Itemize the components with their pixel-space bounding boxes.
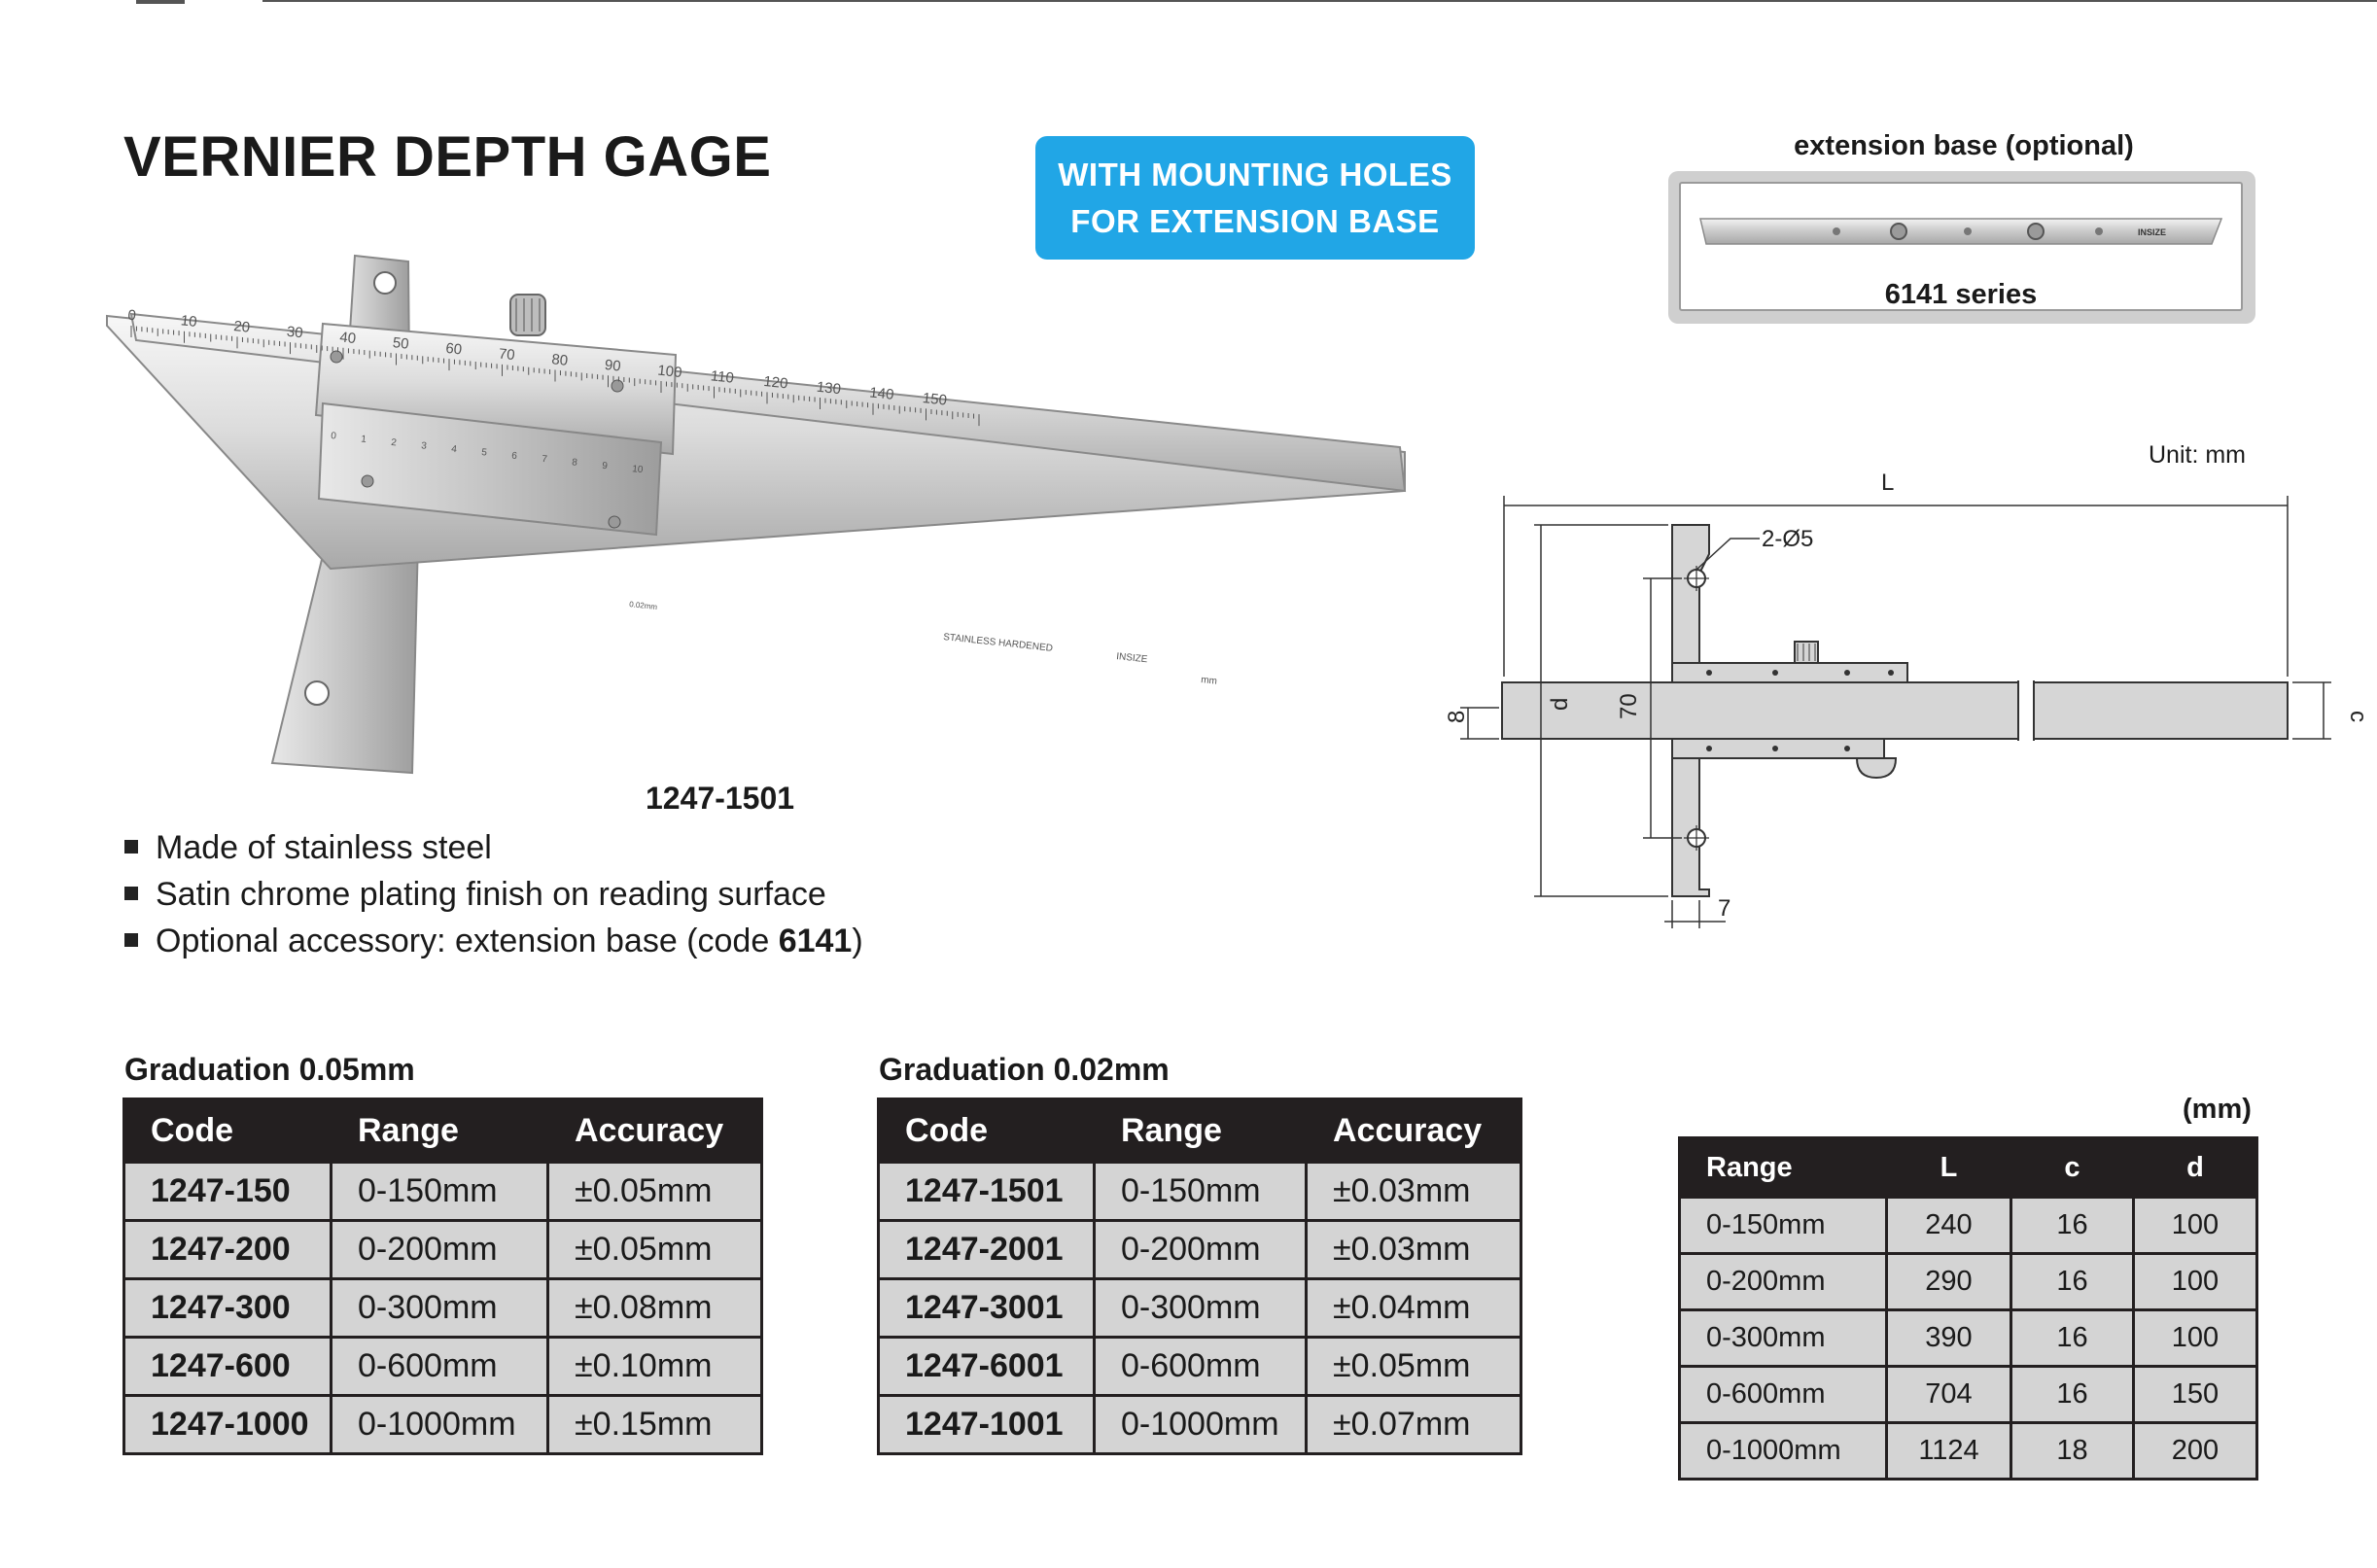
mounting-holes-badge (1035, 136, 1475, 260)
photo-unit-mark: mm (1200, 675, 1218, 687)
scale-number: 60 (444, 339, 463, 359)
scale-number: 70 (498, 345, 516, 365)
vernier-number: 10 (631, 464, 644, 476)
badge-line-1: WITH MOUNTING HOLES (1058, 156, 1452, 192)
vernier-number: 6 (510, 450, 518, 463)
top-rule (262, 0, 2377, 2)
dim-70-label: 70 (1616, 693, 1642, 719)
column-header: Range (332, 1099, 548, 1163)
table-row: 1247-2001 0-200mm ±0.03mm (879, 1221, 1521, 1279)
table-row: 0-300mm 390 16 100 (1680, 1310, 2257, 1367)
unit-label: Unit: mm (2149, 441, 2246, 469)
extension-logo: INSIZE (2138, 227, 2167, 237)
scale-number: 20 (232, 318, 251, 336)
feature-item: Satin chrome plating finish on reading surface (124, 871, 863, 918)
table-header-row (879, 1099, 1521, 1163)
table-row: 1247-1001 0-1000mm ±0.07mm (879, 1396, 1521, 1454)
vernier-number: 4 (450, 443, 458, 456)
vernier-number: 1 (360, 434, 367, 445)
table-row: 0-1000mm 1124 18 200 (1680, 1423, 2257, 1480)
table-row: 0-150mm 240 16 100 (1680, 1198, 2257, 1254)
dimension-drawing (1439, 457, 2371, 943)
table-row: 1247-6001 0-600mm ±0.05mm (879, 1338, 1521, 1396)
dim-d-label: d (1547, 697, 1573, 711)
dim-holes-label: 2-Ø5 (1762, 526, 1814, 552)
column-header: Code (879, 1099, 1095, 1163)
table-header-row (1680, 1138, 2257, 1198)
table-row: 1247-150 0-150mm ±0.05mm (124, 1163, 762, 1221)
table-row: 1247-3001 0-300mm ±0.04mm (879, 1279, 1521, 1338)
table-row: 1247-300 0-300mm ±0.08mm (124, 1279, 762, 1338)
vernier-number: 2 (390, 436, 398, 449)
scale-number: 90 (604, 356, 622, 375)
table-row: 0-600mm 704 16 150 (1680, 1367, 2257, 1423)
scale-number: 140 (868, 384, 895, 403)
column-header: L (1887, 1138, 2011, 1198)
dim-L-label: L (1881, 470, 1895, 496)
scale-number: 130 (816, 378, 842, 399)
top-mark (136, 0, 185, 4)
table-header-row (124, 1099, 762, 1163)
feature-item: Made of stainless steel (124, 824, 863, 871)
table-row: 1247-1501 0-150mm ±0.03mm (879, 1163, 1521, 1221)
table-row: 0-200mm 290 16 100 (1680, 1254, 2257, 1310)
column-header: Range (1680, 1138, 1887, 1198)
photo-vernier-note: 0.02mm (628, 600, 658, 612)
column-header: Code (124, 1099, 332, 1163)
vernier-number: 7 (541, 453, 548, 466)
dimensions-table (1678, 1136, 2258, 1481)
extension-base-frame (1679, 182, 2243, 311)
table-row: 1247-600 0-600mm ±0.10mm (124, 1338, 762, 1396)
dim-c-label: c (2345, 711, 2371, 722)
column-header: Accuracy (1307, 1099, 1521, 1163)
vernier-number: 0 (330, 431, 337, 442)
scale-number: 110 (710, 367, 735, 387)
scale-number: 50 (392, 334, 410, 353)
scale-number: 100 (656, 362, 683, 382)
vernier-number: 8 (571, 457, 578, 469)
dims-table-unit: (mm) (2183, 1094, 2252, 1125)
photo-serial: INSIZE (1115, 651, 1148, 666)
scale-number: 80 (550, 351, 569, 369)
scale-number: 150 (922, 390, 948, 409)
extension-base-panel (1668, 171, 2255, 324)
scale-number: 40 (338, 329, 357, 348)
page-title: VERNIER DEPTH GAGE (123, 125, 772, 189)
dim-7-label: 7 (1718, 895, 1731, 922)
graduation-002-table (877, 1098, 1522, 1455)
extension-base-image (1681, 205, 2241, 263)
column-header: d (2134, 1138, 2257, 1198)
photo-model-label: 1247-1501 (646, 781, 795, 816)
extension-series-label: 6141 series (1884, 279, 2038, 310)
graduation-005-table (122, 1098, 763, 1455)
vernier-number: 5 (480, 447, 488, 459)
photo-engraving: STAINLESS HARDENED (942, 632, 1054, 654)
feature-item: Optional accessory: extension base (code 6141) (124, 918, 863, 964)
vernier-number: 3 (420, 440, 428, 452)
feature-list (124, 824, 863, 964)
column-header: c (2011, 1138, 2134, 1198)
table-row: 1247-200 0-200mm ±0.05mm (124, 1221, 762, 1279)
dim-8-label: 8 (1444, 710, 1470, 723)
extension-base-caption: extension base (optional) (1794, 130, 2134, 161)
table-row: 1247-1000 0-1000mm ±0.15mm (124, 1396, 762, 1454)
bullet-icon (124, 887, 138, 900)
scale-number: 10 (180, 312, 198, 331)
column-header: Accuracy (548, 1099, 762, 1163)
badge-line-2: FOR EXTENSION BASE (1070, 202, 1440, 239)
table1-caption: Graduation 0.05mm (124, 1052, 415, 1087)
scale-number: 0 (126, 306, 137, 325)
scale-number: 30 (286, 323, 304, 342)
bullet-icon (124, 933, 138, 947)
table2-caption: Graduation 0.02mm (879, 1052, 1170, 1087)
vernier-number: 9 (601, 460, 609, 472)
scale-number: 120 (762, 372, 789, 393)
bullet-icon (124, 840, 138, 854)
column-header: Range (1095, 1099, 1307, 1163)
depth-gage-photo (97, 248, 1458, 792)
